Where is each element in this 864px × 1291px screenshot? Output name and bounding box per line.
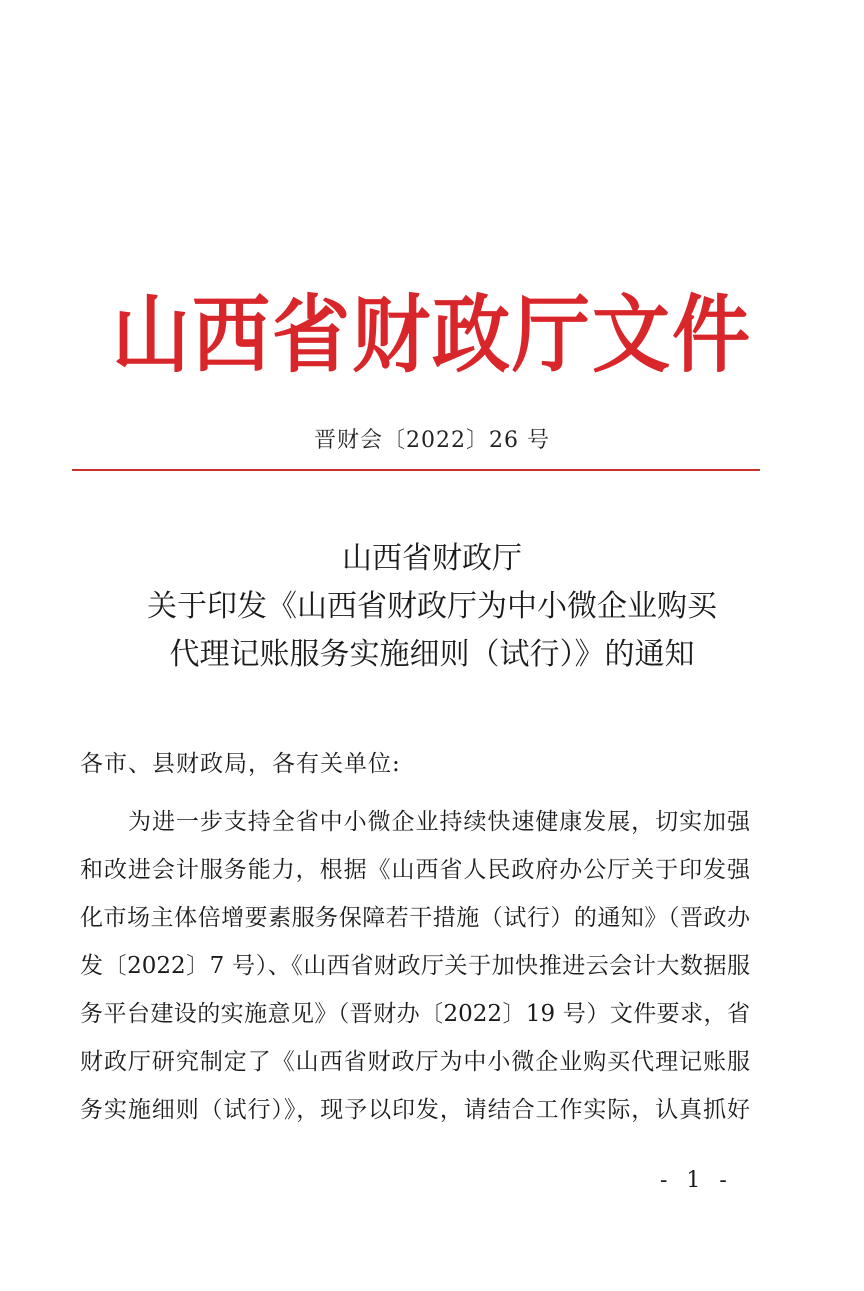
masthead-title: 山西省财政厅文件	[111, 286, 752, 385]
body-line: 为进一步支持全省中小微企业持续快速健康发展，切实加强	[128, 809, 750, 835]
body-line: 务实施细则（试行）》，现予以印发，请结合工作实际，认真抓好	[80, 1097, 750, 1123]
title-line-3: 代理记账服务实施细则（试行）》的通知	[169, 637, 695, 672]
body-line: 务平台建设的实施意见》（晋财办〔2022〕19 号）文件要求，省	[80, 1001, 750, 1027]
document-number: 晋财会〔2022〕26 号	[314, 428, 550, 453]
body-paragraph	[80, 798, 750, 1134]
body-line: 和改进会计服务能力，根据《山西省人民政府办公厅关于印发强	[80, 857, 750, 883]
title-line-1: 山西省财政厅	[342, 541, 522, 576]
red-separator-line	[72, 469, 760, 471]
title-line-2: 关于印发《山西省财政厅为中小微企业购买	[147, 589, 717, 624]
page-number: - 1 -	[660, 1168, 733, 1193]
salutation: 各市、县财政局，各有关单位:	[80, 751, 401, 777]
body-line: 发〔2022〕7 号）、《山西省财政厅关于加快推进云会计大数据服	[80, 953, 750, 979]
notice-title	[60, 535, 804, 679]
body-line: 化市场主体倍增要素服务保障若干措施（试行）的通知》（晋政办	[80, 905, 750, 931]
body-line: 财政厅研究制定了《山西省财政厅为中小微企业购买代理记账服	[80, 1049, 750, 1075]
